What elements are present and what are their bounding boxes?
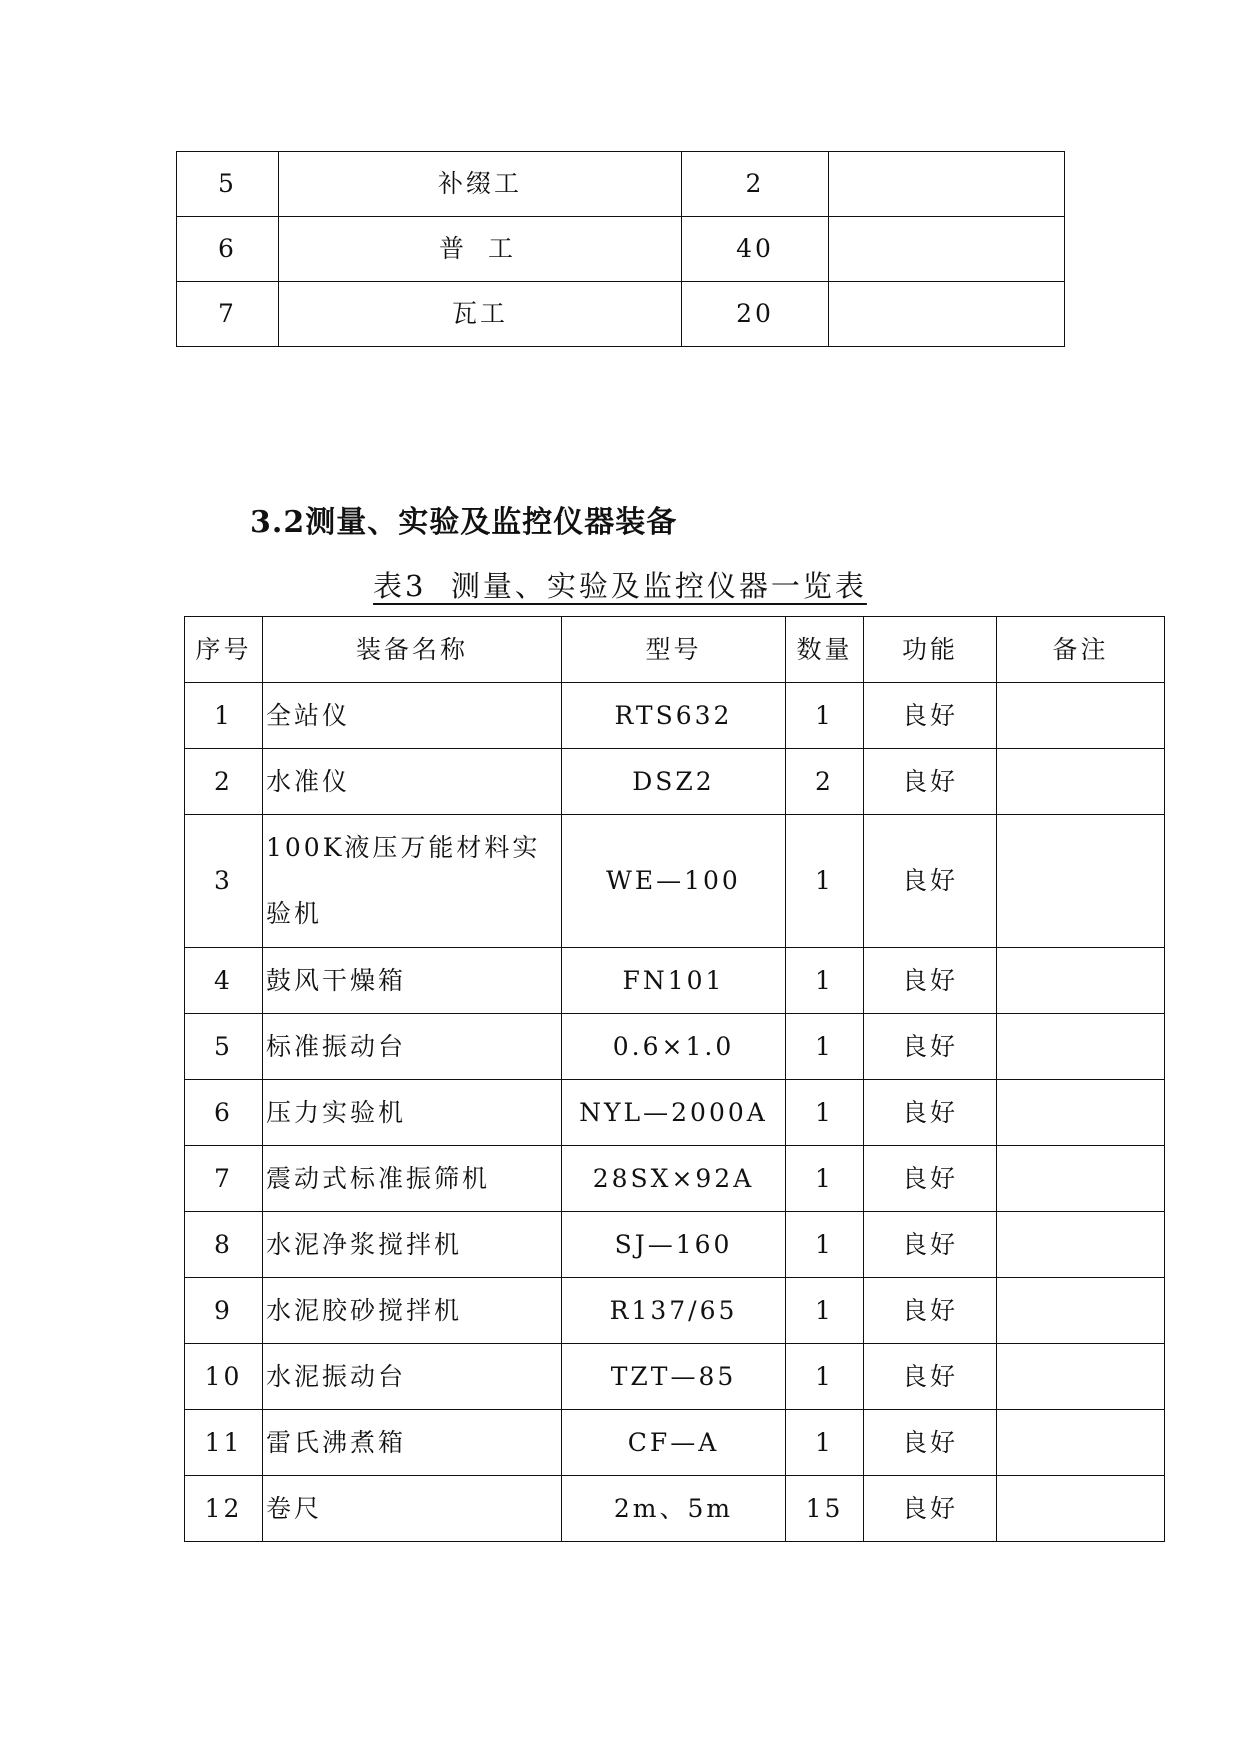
cell-status: 良好	[864, 815, 997, 948]
table-row	[185, 1278, 1165, 1344]
cell-qty: 1	[786, 1080, 864, 1146]
cell-status: 良好	[864, 1146, 997, 1212]
cell-model: SJ—160	[562, 1212, 786, 1278]
cell-no: 8	[185, 1212, 263, 1278]
cell-note	[997, 1410, 1165, 1476]
cell-note	[997, 1014, 1165, 1080]
header-note: 备注	[997, 617, 1165, 683]
cell-note	[829, 152, 1065, 217]
table-header-row	[185, 617, 1165, 683]
cell-status: 良好	[864, 1212, 997, 1278]
cell-trade: 普 工	[279, 217, 682, 282]
cell-name: 卷尺	[263, 1476, 562, 1542]
cell-no: 7	[177, 282, 279, 347]
cell-count: 2	[682, 152, 829, 217]
cell-name: 水泥胶砂搅拌机	[263, 1278, 562, 1344]
cell-note	[829, 282, 1065, 347]
cell-qty: 1	[786, 815, 864, 948]
cell-name: 标准振动台	[263, 1014, 562, 1080]
table-row	[185, 815, 1165, 948]
table-row	[185, 1476, 1165, 1542]
table-row	[185, 1344, 1165, 1410]
cell-name: 震动式标准振筛机	[263, 1146, 562, 1212]
cell-note	[997, 1080, 1165, 1146]
cell-note	[997, 815, 1165, 948]
cell-status: 良好	[864, 1014, 997, 1080]
cell-model: FN101	[562, 948, 786, 1014]
section-heading: 3.2测量、实验及监控仪器装备	[250, 505, 678, 540]
table-row	[185, 1410, 1165, 1476]
cell-model: WE—100	[562, 815, 786, 948]
table-caption: 表3 测量、实验及监控仪器一览表	[373, 569, 867, 603]
cell-model: 2m、5m	[562, 1476, 786, 1542]
cell-model: 0.6×1.0	[562, 1014, 786, 1080]
header-qty: 数量	[786, 617, 864, 683]
cell-name: 水准仪	[263, 749, 562, 815]
cell-model: R137/65	[562, 1278, 786, 1344]
cell-status: 良好	[864, 749, 997, 815]
cell-name: 水泥振动台	[263, 1344, 562, 1410]
cell-no: 5	[177, 152, 279, 217]
cell-no: 2	[185, 749, 263, 815]
table-row	[185, 683, 1165, 749]
table-row	[177, 152, 1065, 217]
cell-note	[997, 1278, 1165, 1344]
table-row	[177, 217, 1065, 282]
table-row	[177, 282, 1065, 347]
cell-note	[997, 1344, 1165, 1410]
cell-model: RTS632	[562, 683, 786, 749]
cell-no: 7	[185, 1146, 263, 1212]
cell-note	[997, 1212, 1165, 1278]
table-row	[185, 1080, 1165, 1146]
cell-model: NYL—2000A	[562, 1080, 786, 1146]
cell-status: 良好	[864, 1410, 997, 1476]
cell-qty: 1	[786, 1014, 864, 1080]
cell-qty: 1	[786, 1410, 864, 1476]
cell-model: TZT—85	[562, 1344, 786, 1410]
cell-note	[997, 1146, 1165, 1212]
cell-no: 6	[177, 217, 279, 282]
cell-name: 100K液压万能材料实验机	[263, 815, 562, 948]
cell-qty: 1	[786, 948, 864, 1014]
cell-qty: 1	[786, 1278, 864, 1344]
cell-qty: 1	[786, 1146, 864, 1212]
cell-model: CF—A	[562, 1410, 786, 1476]
cell-qty: 2	[786, 749, 864, 815]
equipment-table	[184, 616, 1165, 1542]
cell-no: 1	[185, 683, 263, 749]
cell-note	[997, 683, 1165, 749]
table-row	[185, 1212, 1165, 1278]
cell-name: 鼓风干燥箱	[263, 948, 562, 1014]
cell-no: 9	[185, 1278, 263, 1344]
cell-note	[997, 1476, 1165, 1542]
cell-note	[829, 217, 1065, 282]
cell-trade: 瓦工	[279, 282, 682, 347]
table-row	[185, 1146, 1165, 1212]
cell-name: 雷氏沸煮箱	[263, 1410, 562, 1476]
cell-name: 压力实验机	[263, 1080, 562, 1146]
cell-qty: 1	[786, 1344, 864, 1410]
cell-qty: 15	[786, 1476, 864, 1542]
cell-note	[997, 948, 1165, 1014]
cell-no: 10	[185, 1344, 263, 1410]
cell-qty: 1	[786, 1212, 864, 1278]
table-row	[185, 1014, 1165, 1080]
cell-trade: 补缀工	[279, 152, 682, 217]
cell-status: 良好	[864, 1080, 997, 1146]
header-status: 功能	[864, 617, 997, 683]
cell-no: 6	[185, 1080, 263, 1146]
table-row	[185, 749, 1165, 815]
cell-no: 5	[185, 1014, 263, 1080]
header-name: 装备名称	[263, 617, 562, 683]
cell-no: 4	[185, 948, 263, 1014]
header-model: 型号	[562, 617, 786, 683]
cell-count: 40	[682, 217, 829, 282]
cell-no: 3	[185, 815, 263, 948]
cell-note	[997, 749, 1165, 815]
cell-status: 良好	[864, 1344, 997, 1410]
table-row	[185, 948, 1165, 1014]
cell-status: 良好	[864, 1476, 997, 1542]
cell-model: DSZ2	[562, 749, 786, 815]
cell-status: 良好	[864, 683, 997, 749]
cell-name: 全站仪	[263, 683, 562, 749]
cell-qty: 1	[786, 683, 864, 749]
cell-no: 12	[185, 1476, 263, 1542]
cell-count: 20	[682, 282, 829, 347]
cell-name: 水泥净浆搅拌机	[263, 1212, 562, 1278]
staff-table	[176, 151, 1065, 347]
cell-no: 11	[185, 1410, 263, 1476]
cell-status: 良好	[864, 948, 997, 1014]
cell-status: 良好	[864, 1278, 997, 1344]
header-no: 序号	[185, 617, 263, 683]
cell-model: 28SX×92A	[562, 1146, 786, 1212]
